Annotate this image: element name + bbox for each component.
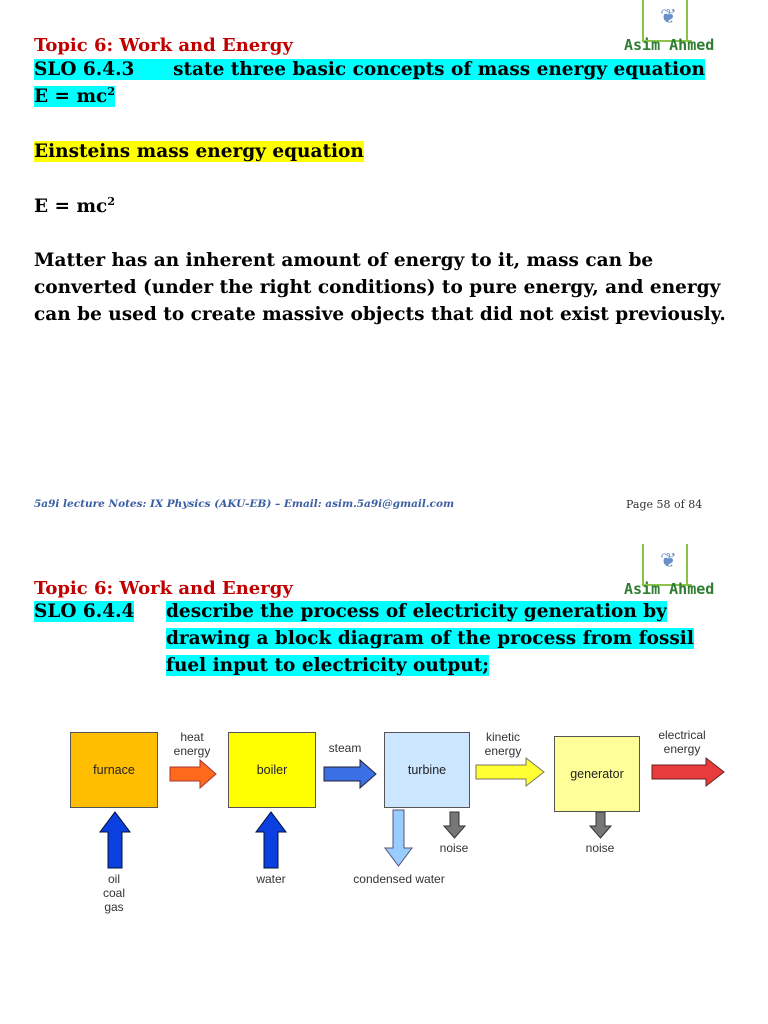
author-logo	[616, 0, 738, 60]
kinetic-energy-label: kinetic energy	[484, 730, 522, 758]
page-59	[0, 540, 768, 1024]
slo-code: SLO 6.4.4	[34, 601, 135, 622]
body-paragraph: Matter has an inherent amount of energy to it, mass can be converted (under the right conditions) to pure energy, and energy can be used to create massive objects that did not exist previously.	[34, 250, 726, 325]
equation-heading: Einsteins mass energy equation	[34, 141, 364, 162]
author-name: Asim Ahmed	[624, 36, 715, 54]
slo-equation: $E = mc^2$	[34, 85, 115, 108]
steam-label: steam	[328, 741, 362, 755]
electrical-energy-arrow	[652, 758, 724, 786]
slo-line-1: describe the process of electricity generation by	[166, 601, 667, 622]
equation: $E = mc^2$	[34, 195, 115, 218]
fuel-input-arrow	[100, 812, 130, 868]
author-name: Asim Ahmed	[624, 580, 715, 598]
slo-heading	[34, 59, 705, 80]
water-label: water	[256, 872, 286, 886]
condensed-water-arrow	[385, 810, 412, 866]
kinetic-energy-arrow	[476, 758, 544, 786]
condensed-water-label: condensed water	[353, 872, 445, 886]
butterfly-icon: ❦	[660, 4, 677, 28]
electricity-generation-diagram	[0, 540, 768, 1024]
slo-code: SLO 6.4.3	[34, 59, 135, 80]
fuel-label: oil coal gas	[102, 872, 125, 914]
turbine-noise-label: noise	[439, 841, 469, 855]
butterfly-icon: ❦	[660, 548, 677, 572]
steam-arrow	[324, 760, 376, 788]
slo-text: state three basic concepts of mass energy equation	[173, 59, 705, 80]
furnace-block: furnace	[70, 732, 158, 808]
topic-title: Topic 6: Work and Energy	[34, 35, 293, 56]
boiler-block: boiler	[228, 732, 316, 808]
water-input-arrow	[256, 812, 286, 868]
turbine-noise-arrow	[444, 812, 465, 838]
heat-energy-arrow	[170, 760, 216, 788]
slo-line-3: fuel input to electricity output;	[166, 655, 490, 676]
page-number: Page 58 of 84	[626, 498, 703, 511]
slo-line-2: drawing a block diagram of the process from fossil	[166, 628, 694, 649]
generator-block: generator	[554, 736, 640, 812]
electrical-energy-label: electrical energy	[658, 728, 706, 756]
generator-noise-arrow	[590, 812, 611, 838]
topic-title: Topic 6: Work and Energy	[34, 578, 293, 599]
generator-noise-label: noise	[585, 841, 615, 855]
turbine-block: turbine	[384, 732, 470, 808]
heat-energy-label: heat energy	[173, 730, 211, 758]
footer-text: 5a9i lecture Notes: IX Physics (AKU-EB) – Email: asim.5a9i@gmail.com	[34, 498, 455, 510]
